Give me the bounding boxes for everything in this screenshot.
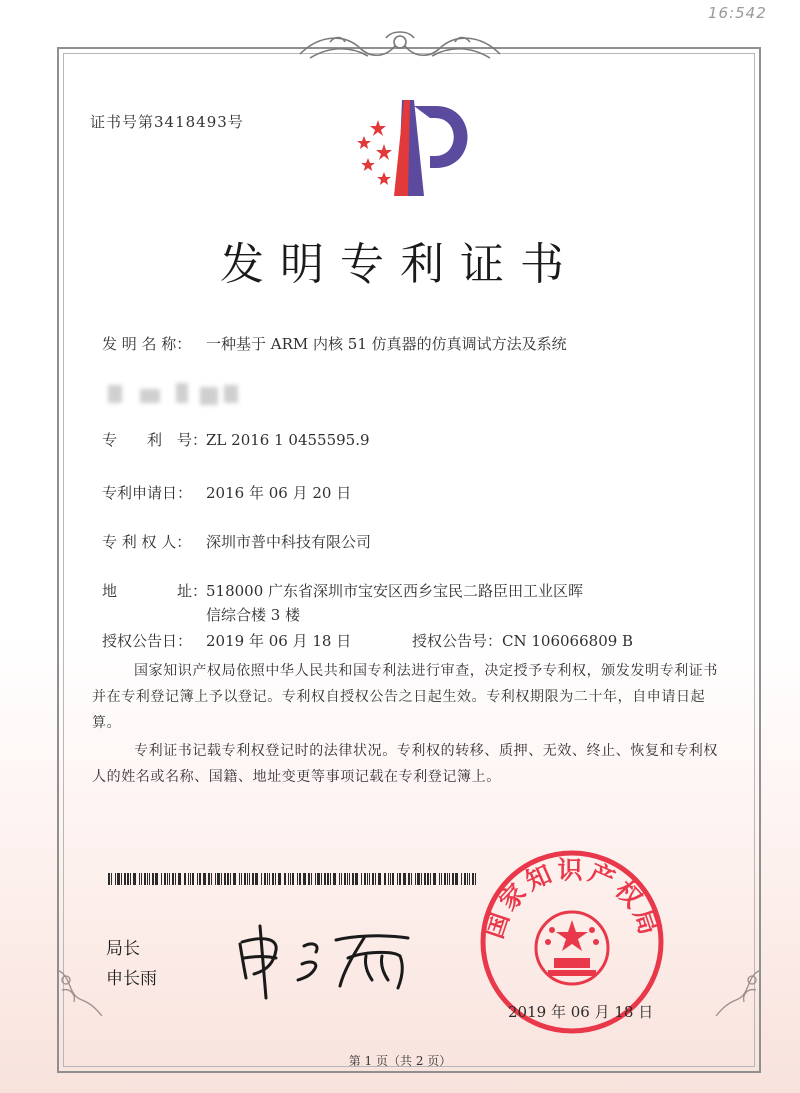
director-signature [232, 920, 417, 1000]
application-date-row [102, 482, 351, 503]
patent-number-value: ZL 2016 1 0455595.9 [206, 431, 370, 449]
grant-number-value: CN 106066809 B [502, 632, 634, 650]
page-footer: 第 1 页（共 2 页） [348, 1054, 452, 1068]
document-title: 发明专利证书 [220, 239, 580, 290]
corner-ornament-bottom-left [52, 960, 112, 1020]
redacted-inventor-names [104, 381, 244, 411]
certificate-number: 证书号第3418493号 [90, 113, 244, 131]
invention-name-value: 一种基于 ARM 内核 51 仿真器的仿真调试方法及系统 [206, 335, 567, 353]
barcode [108, 873, 478, 885]
address-value-line2: 信综合楼 3 楼 [206, 606, 301, 624]
seal-date: 2019 年 06 月 18 日 [508, 1003, 654, 1021]
patentee-label: 专 利 权 人： [102, 533, 192, 551]
invention-name-row [102, 333, 567, 354]
patentee-value: 深圳市普中科技有限公司 [206, 533, 372, 551]
corner-ornament-bottom-right [706, 960, 766, 1020]
seal-text: 国家知识产权局 [479, 855, 665, 942]
grant-date-label: 授权公告日： [102, 632, 193, 650]
address-value-line1: 518000 广东省深圳市宝安区西乡宝民二路臣田工业区晖 [206, 582, 584, 600]
patent-office-logo [338, 92, 480, 202]
patent-number-row [102, 429, 370, 450]
patent-number-label: 专 利 号： [102, 431, 208, 449]
address-row [102, 580, 583, 601]
director-name: 申长雨 [106, 969, 157, 989]
invention-name-label: 发 明 名 称： [102, 335, 192, 353]
address-label: 地 址： [102, 582, 208, 600]
patentee-row [102, 531, 371, 552]
application-date-label: 专利申请日： [102, 484, 193, 502]
legal-status-paragraph: 专利证书记载专利权登记时的法律状况。专利权的转移、质押、无效、终止、恢复和专利权人的姓名或名称、国籍、地址变更等事项记载在专利登记簿上。 [92, 743, 718, 785]
top-ornament [290, 28, 510, 68]
grant-number-label: 授权公告号： [412, 632, 503, 650]
director-title: 局长 [106, 939, 140, 959]
corner-handwritten-note: 16:542 [708, 4, 767, 22]
grant-date-value: 2019 年 06 月 18 日 [206, 632, 352, 650]
grant-number-row [412, 630, 633, 651]
grant-date-row [102, 630, 351, 651]
grant-statement-paragraph: 国家知识产权局依照中华人民共和国专利法进行审查，决定授予专利权，颁发发明专利证书并在专利登记簿上予以登记。专利权自授权公告之日起生效。专利权期限为二十年，自申请日起算。 [92, 663, 718, 731]
application-date-value: 2016 年 06 月 20 日 [206, 484, 352, 502]
